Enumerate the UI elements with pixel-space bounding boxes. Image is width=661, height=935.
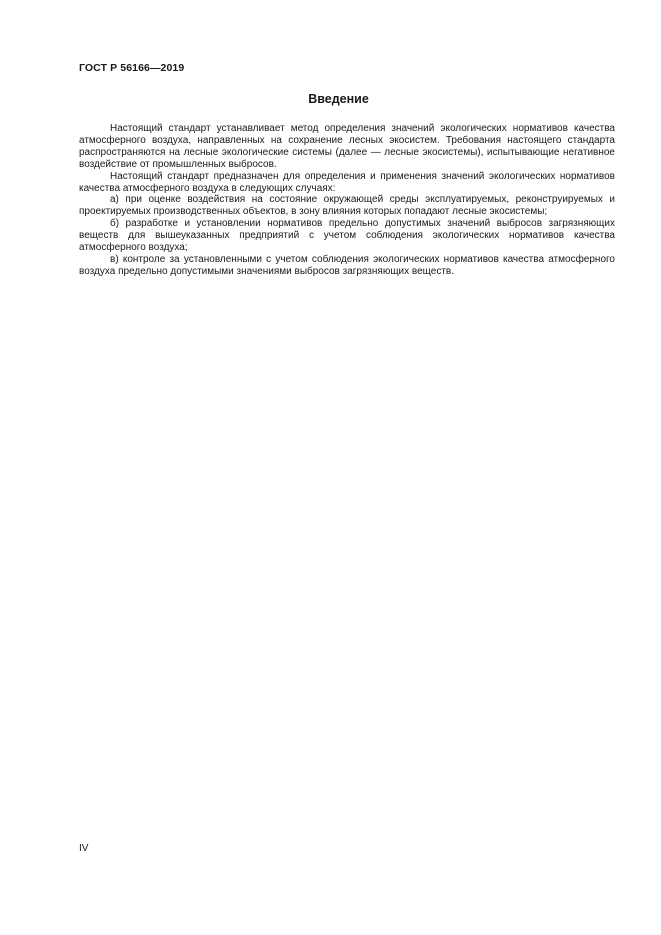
paragraph-scope: Настоящий стандарт устанавливает метод определения значений экологических нормативов качества атмосферного воздуха, направленных на сохранение лесных экосистем. Требования настоящего стандарта распространяются на лесные экологические системы (далее — лесные экосистемы), испытывающие негативное воздействие от промышленных выбросов. <box>79 123 615 170</box>
paragraph-purpose: Настоящий стандарт предназначен для определения и применения значений экологических нормативов качества атмосферного воздуха в следующих случаях: <box>79 170 615 194</box>
paragraph-item-b: б) разработке и установлении нормативов предельно допустимых значений выбросов загрязняющих веществ для вышеуказанных предприятий с учетом соблюдения экологических нормативов качества атмосферного воздуха; <box>79 218 615 254</box>
document-id: ГОСТ Р 56166—2019 <box>79 62 185 74</box>
section-title: Введение <box>308 92 369 106</box>
paragraph-item-a: а) при оценке воздействия на состояние окружающей среды эксплуатируемых, реконструируемых и проектируемых производственных объектов, в зону влияния которых попадают лесные экосистемы; <box>79 194 615 218</box>
paragraph-item-c: в) контроле за установленными с учетом соблюдения экологических нормативов качества атмосферного воздуха предельно допустимыми значениями выбросов загрязняющих веществ. <box>79 253 615 277</box>
body-text <box>79 123 615 278</box>
page-number: IV <box>79 843 89 854</box>
